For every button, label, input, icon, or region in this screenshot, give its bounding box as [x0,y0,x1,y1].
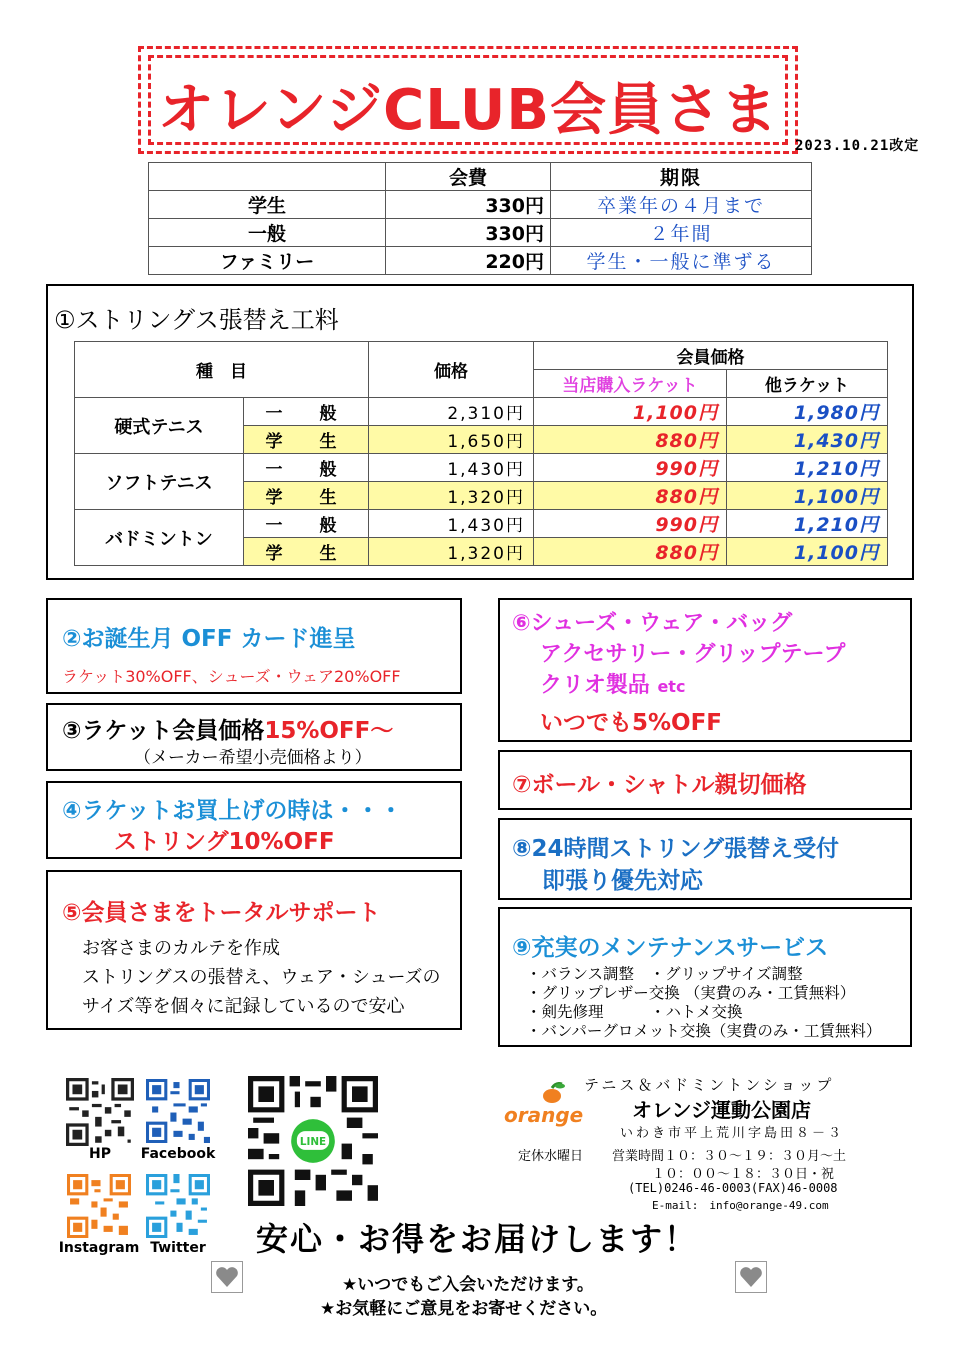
line-logo-text: LINE [299,1136,327,1149]
member-own-price: 880円 [534,426,727,454]
shop-address: いわき市平上荒川字島田８－３ [620,1126,845,1141]
fee-row [149,219,812,247]
category: 硬式テニス [75,398,244,454]
goods-line3: クリオ製品 [540,673,650,698]
benefit-racket-purchase [46,781,462,859]
benefit-racket-discount: 15%OFF～ [264,718,394,744]
title-frame [138,46,798,154]
benefit-24h-stringing [498,818,912,900]
goods-line1: ⑥シューズ・ウェア・バッグ [512,611,793,636]
price: 2,310円 [369,398,534,426]
member-other-price: 1,430円 [727,426,888,454]
fee-term: ２年間 [551,219,812,247]
benefit-maintenance [498,907,912,1047]
shop-closed-day: 定休水曜日 [518,1149,584,1164]
sub-type: 一 般 [244,454,369,482]
page-title: オレンジCLUB会員さま [157,78,779,143]
fee-table [148,162,812,275]
line-qr-code[interactable] [248,1076,378,1206]
hp-label: HP [89,1146,111,1162]
member-other-price: 1,980円 [727,398,888,426]
benefit-support-title: ⑤会員さまをトータルサポート [62,900,381,926]
member-own-price: 990円 [534,510,727,538]
fee-amount: 330円 [386,191,551,219]
fee-amount: 330円 [386,219,551,247]
strings-row [75,398,888,426]
benefit-ball-price [498,750,912,810]
twitter-qr-code[interactable] [146,1174,210,1238]
heart-icon [211,1261,243,1293]
price: 1,430円 [369,510,534,538]
shop-email[interactable]: E-mail: info@orange-49.com [652,1199,829,1212]
benefit-birthday-title: ②お誕生月 OFF カード進呈 [62,626,356,652]
facebook-qr-code[interactable] [146,1078,210,1144]
member-other-price: 1,100円 [727,538,888,566]
benefit-total-support [46,870,462,1030]
facebook-label: Facebook [140,1146,216,1162]
ball-price-title: ⑦ボール・シャトル親切価格 [512,772,807,798]
instagram-qr-code[interactable] [66,1174,132,1238]
strings-table [74,341,888,566]
sub-type: 学 生 [244,538,369,566]
shop-hours-weekday: 営業時間１０：３０～１９：３０月～土 [612,1149,847,1164]
footer-line: ★お気軽にご意見をお寄せください。 [320,1299,608,1319]
fee-term: 卒業年の４月まで [551,191,812,219]
benefit-purchase-line2: ストリング10%OFF [114,829,335,855]
slogan: 安心・お得をお届けします！ [256,1220,699,1258]
member-own-price: 880円 [534,482,727,510]
price: 1,430円 [369,454,534,482]
sub-type: 一 般 [244,398,369,426]
header-price: 価格 [369,342,534,398]
member-own-price: 1,100円 [534,398,727,426]
sub-type: 学 生 [244,482,369,510]
goods-etc: etc [657,677,686,696]
strings-heading: ①ストリングス張替え工料 [54,306,339,334]
support-line: お客さまのカルテを作成 [82,938,280,959]
benefit-racket-note: （メーカー希望小売価格より） [134,748,372,768]
sub-type: 一 般 [244,510,369,538]
price: 1,320円 [369,482,534,510]
header-own-racket: 当店購入ラケット [534,370,727,398]
member-other-price: 1,210円 [727,454,888,482]
hp-qr-code[interactable] [66,1078,134,1146]
maintenance-item: ・グリップレザー交換 （実費のみ・工賃無料） [526,984,856,1002]
maintenance-title: ⑨充実のメンテナンスサービス [512,935,829,961]
header-item: 種 目 [75,342,369,398]
stringing-line2: 即張り優先対応 [542,868,703,894]
strings-row [75,510,888,538]
logo-text: orange [504,1103,584,1127]
member-own-price: 880円 [534,538,727,566]
shop-hours-holiday: １０：００～１８：３０日・祝 [652,1167,835,1182]
header-other-racket: 他ラケット [727,370,888,398]
benefit-racket-title: ③ラケット会員価格 [62,718,265,744]
header-member-price: 会員価格 [534,342,888,370]
shop-name: オレンジ運動公園店 [632,1098,811,1122]
fee-header-fee: 会費 [386,163,551,191]
member-other-price: 1,100円 [727,482,888,510]
stringing-line1: ⑧24時間ストリング張替え受付 [512,836,840,862]
maintenance-item: ・バンパーグロメット交換（実費のみ・工賃無料） [526,1022,882,1040]
member-own-price: 990円 [534,454,727,482]
twitter-label: Twitter [150,1240,206,1256]
fee-type: 一般 [149,219,386,247]
revised-date: 2023.10.21改定 [795,138,920,154]
benefit-goods-discount [498,598,912,742]
price: 1,320円 [369,538,534,566]
fee-header-row [149,163,812,191]
fee-term: 学生・一般に準ずる [551,247,812,275]
footer-line: ★いつでもご入会いただけます。 [342,1275,594,1295]
shop-tel-fax: (TEL)0246-46-0003(FAX)46-0008 [628,1181,838,1195]
maintenance-item: ・バランス調整 ・グリップサイズ調整 [526,965,803,983]
category: バドミントン [75,510,244,566]
shop-category: テニス＆バドミントンショップ [584,1076,835,1094]
support-line: サイズ等を個々に記録しているので安心 [82,996,405,1017]
benefit-racket-member [46,703,462,771]
benefit-purchase-line1: ④ラケットお買上げの時は・・・ [62,798,403,824]
support-line: ストリングスの張替え、ウェア・シューズの [82,967,441,988]
fee-row [149,247,812,275]
benefit-birthday [46,598,462,694]
maintenance-item: ・剣先修理 ・ハトメ交換 [526,1003,743,1021]
heart-icon [735,1261,767,1293]
category: ソフトテニス [75,454,244,510]
fee-type: ファミリー [149,247,386,275]
fee-header-blank [149,163,386,191]
goods-line2: アクセサリー・グリップテープ [540,642,846,667]
member-other-price: 1,210円 [727,510,888,538]
fee-row [149,191,812,219]
fee-amount: 220円 [386,247,551,275]
price: 1,650円 [369,426,534,454]
sub-type: 学 生 [244,426,369,454]
goods-discount: いつでも5%OFF [540,710,723,736]
benefit-birthday-text: ラケット30%OFF、シューズ・ウェア20%OFF [62,667,401,686]
fee-type: 学生 [149,191,386,219]
instagram-label: Instagram [58,1240,140,1256]
strings-section [46,284,914,580]
strings-row [75,454,888,482]
fee-header-term: 期限 [551,163,812,191]
